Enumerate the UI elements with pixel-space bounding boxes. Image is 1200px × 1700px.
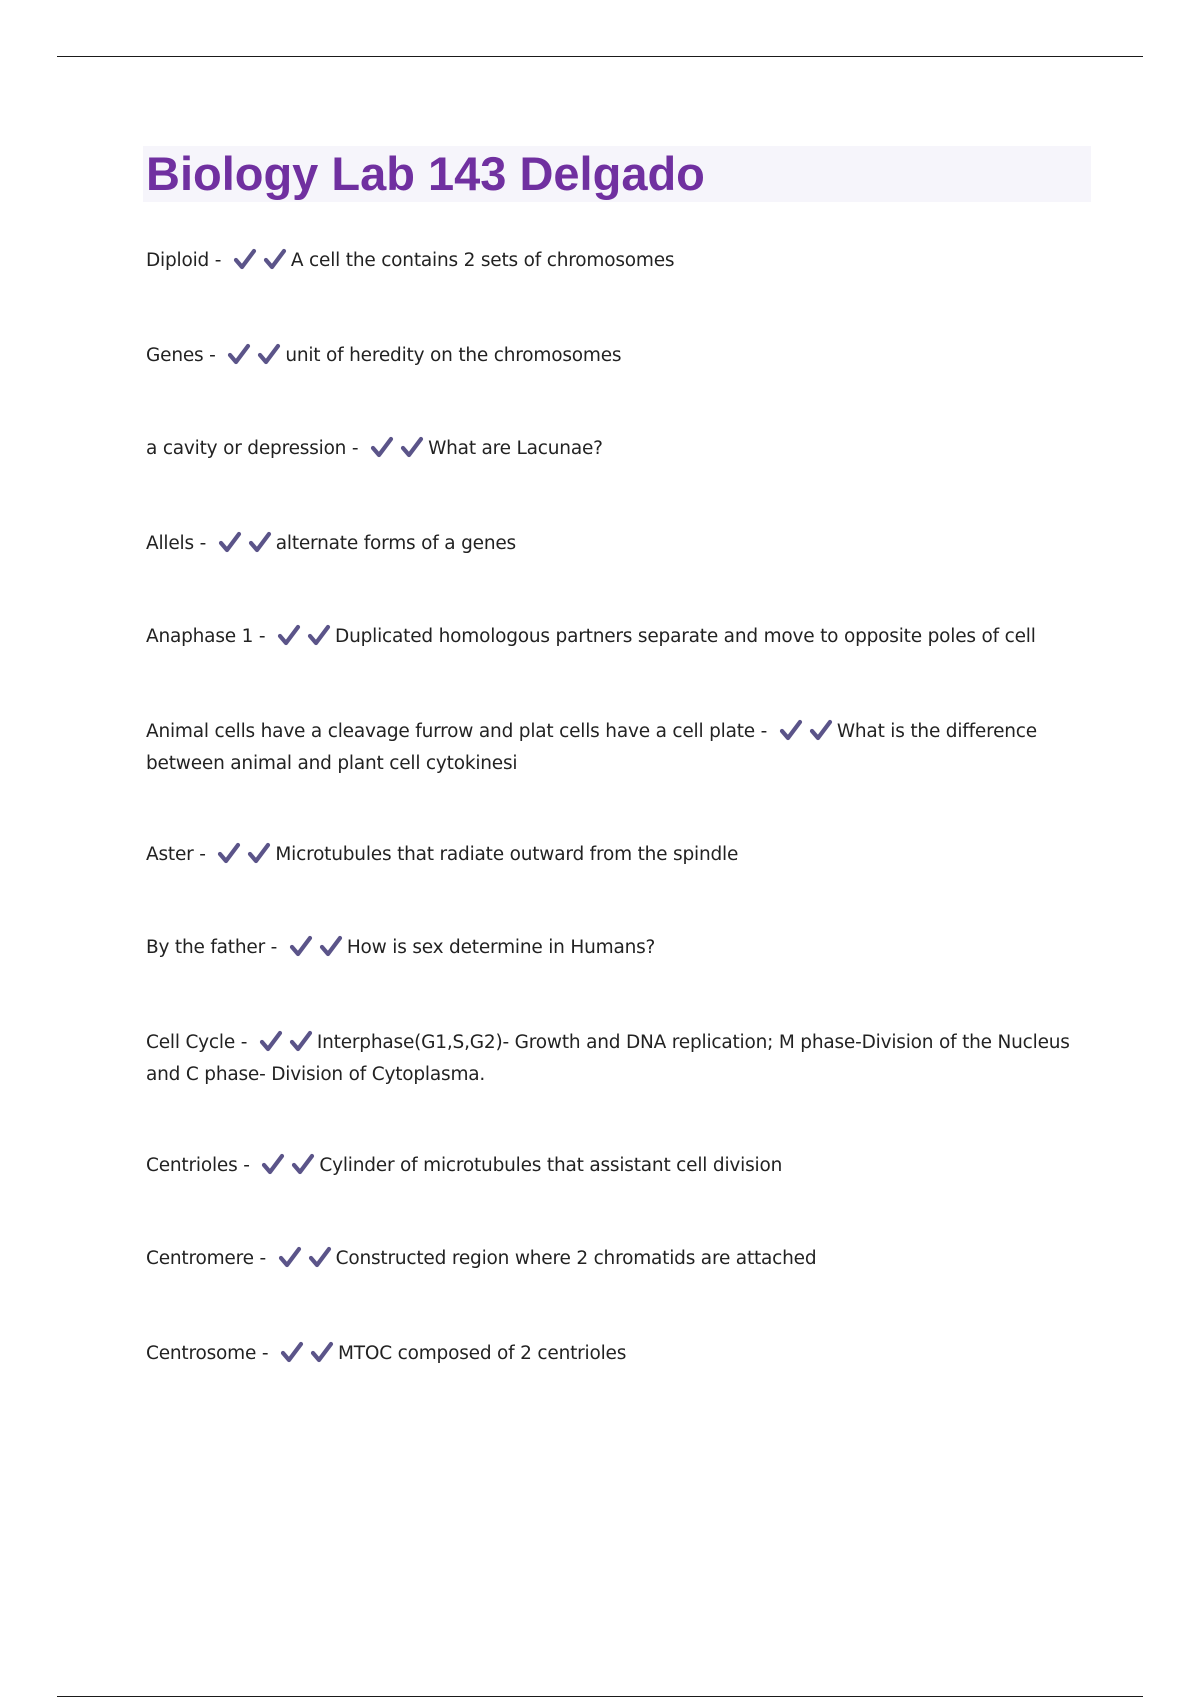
entry-term: Allels [146, 533, 194, 554]
check-mark-icon [247, 842, 271, 864]
check-marks [277, 624, 331, 655]
check-mark-icon [218, 531, 242, 553]
entry-separator: - [235, 1032, 253, 1053]
flashcard-entry [146, 1152, 1086, 1184]
entry-term: Diploid [146, 250, 210, 271]
check-marks [779, 719, 833, 750]
check-mark-icon [280, 1341, 304, 1363]
check-mark-icon [278, 1246, 302, 1268]
flashcard-entry [146, 841, 1086, 873]
document-title: Biology Lab 143 Delgado [146, 147, 705, 200]
entry-separator: - [237, 1155, 256, 1176]
check-mark-icon [809, 719, 833, 741]
entry-definition: How is sex determine in Humans? [346, 937, 656, 958]
flashcard-entry [146, 934, 1086, 966]
check-mark-icon [310, 1341, 334, 1363]
check-marks [289, 935, 343, 966]
check-mark-icon [217, 842, 241, 864]
check-marks [259, 1030, 313, 1061]
flashcard-entry [146, 342, 1086, 374]
check-mark-icon [261, 1153, 285, 1175]
entry-separator: - [346, 438, 365, 459]
flashcard-entry [146, 1245, 1086, 1277]
entry-definition: MTOC composed of 2 centrioles [338, 1343, 627, 1364]
flashcard-entry [146, 530, 1086, 562]
entry-term: Centrioles [146, 1155, 238, 1176]
check-marks [233, 248, 287, 279]
entry-definition: Cylinder of microtubules that assistant cell division [319, 1155, 783, 1176]
entry-term: Centromere [146, 1248, 254, 1269]
top-rule [57, 56, 1143, 57]
entry-separator: - [754, 721, 773, 742]
entry-separator: - [193, 533, 212, 554]
entry-definition: Interphase(G1,S,G2)- Growth and DNA replication; M phase-Division of the Nucleus and C phase- Division of Cytoplasma. [146, 1032, 1076, 1085]
flashcard-entry [146, 247, 1086, 279]
entry-term: Cell Cycle [146, 1032, 236, 1053]
entry-separator: - [253, 1248, 272, 1269]
check-mark-icon [779, 719, 803, 741]
entry-separator: - [203, 345, 222, 366]
entry-definition: unit of heredity on the chromosomes [285, 345, 622, 366]
check-marks [278, 1246, 332, 1277]
entry-definition: What are Lacunae? [428, 438, 603, 459]
check-mark-icon [308, 1246, 332, 1268]
check-mark-icon [263, 248, 287, 270]
entry-term: By the father [146, 937, 265, 958]
flashcard-entry [146, 1340, 1086, 1372]
check-mark-icon [289, 935, 313, 957]
entry-definition: Constructed region where 2 chromatids are attached [335, 1248, 817, 1269]
entry-separator: - [256, 1343, 275, 1364]
check-mark-icon [370, 436, 394, 458]
entry-separator: - [193, 844, 212, 865]
entry-term: Centrosome [146, 1343, 257, 1364]
entry-term: Animal cells have a cleavage furrow and plat cells have a cell plate [146, 721, 755, 742]
entry-term: Genes [146, 345, 204, 366]
check-marks [370, 436, 424, 467]
check-marks [261, 1153, 315, 1184]
check-mark-icon [277, 624, 301, 646]
entry-separator: - [253, 626, 272, 647]
flashcard-entry [146, 435, 1086, 467]
check-marks [280, 1341, 334, 1372]
flashcard-entry [146, 718, 1086, 778]
entry-definition: A cell the contains 2 sets of chromosomes [290, 250, 675, 271]
entry-definition: alternate forms of a genes [275, 533, 516, 554]
entry-term: Anaphase 1 [146, 626, 254, 647]
flashcard-entry [146, 623, 1086, 655]
check-mark-icon [227, 343, 251, 365]
check-marks [227, 343, 281, 374]
check-marks [218, 531, 272, 562]
entry-separator: - [209, 250, 227, 271]
check-mark-icon [233, 248, 257, 270]
flashcard-entry [146, 1029, 1086, 1089]
bottom-rule [57, 1696, 1143, 1697]
check-mark-icon [289, 1030, 313, 1052]
check-mark-icon [259, 1030, 283, 1052]
entry-definition: Duplicated homologous partners separate and move to opposite poles of cell [335, 626, 1036, 647]
entry-term: Aster [146, 844, 194, 865]
entry-separator: - [264, 937, 283, 958]
check-mark-icon [291, 1153, 315, 1175]
check-mark-icon [257, 343, 281, 365]
check-marks [217, 842, 271, 873]
check-mark-icon [248, 531, 272, 553]
check-mark-icon [307, 624, 331, 646]
check-mark-icon [319, 935, 343, 957]
entry-term: a cavity or depression [146, 438, 347, 459]
check-mark-icon [400, 436, 424, 458]
entry-definition: Microtubules that radiate outward from the spindle [275, 844, 739, 865]
entry-definition: What is the difference between animal and plant cell cytokinesi [146, 721, 1043, 774]
